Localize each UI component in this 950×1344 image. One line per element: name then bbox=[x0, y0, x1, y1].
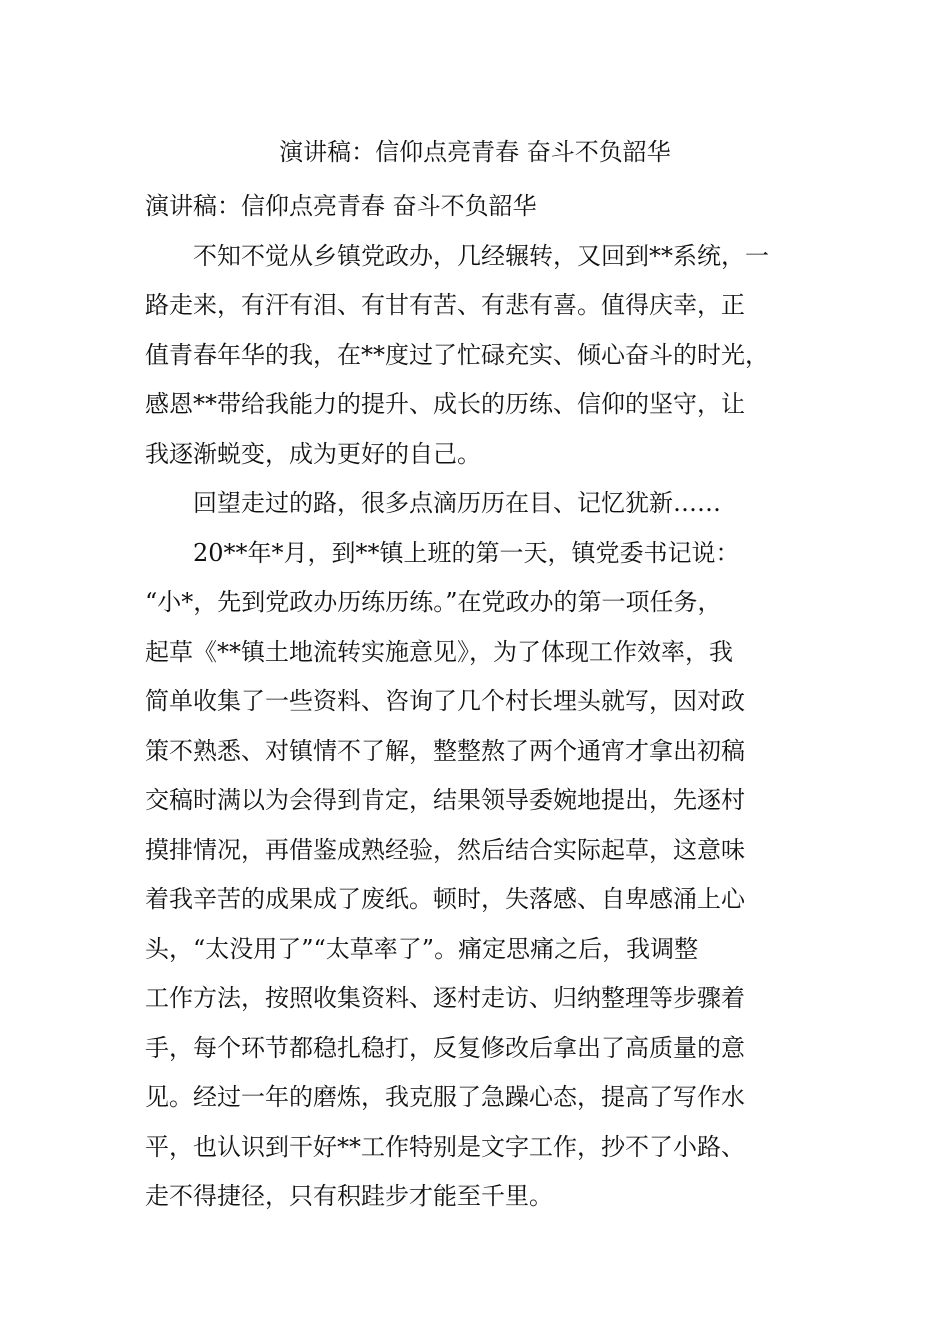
paragraph-line: 值青春年华的我，在**度过了忙碌充实、倾心奋斗的时光， bbox=[145, 340, 769, 369]
paragraph-line: 走不得捷径，只有积跬步才能至千里。 bbox=[145, 1182, 553, 1210]
paragraph-line: 策不熟悉、对镇情不了解，整整熬了两个通宵才拿出初稿 bbox=[145, 736, 745, 765]
paragraph-line: 起草《**镇土地流转实施意见》，为了体现工作效率，我 bbox=[145, 637, 733, 666]
paragraph-line: “小*，先到党政办历练历练。”在党政办的第一项任务， bbox=[145, 588, 722, 616]
document-title: 演讲稿：信仰点亮青春 奋斗不负韶华 bbox=[279, 138, 671, 166]
paragraph-line: 头，“太没用了”“太草率了”。痛定思痛之后，我调整 bbox=[145, 934, 699, 963]
paragraph-line: 交稿时满以为会得到肯定，结果领导委婉地提出，先逐村 bbox=[145, 786, 745, 814]
document-body bbox=[145, 182, 815, 1222]
paragraph-line: 路走来，有汗有泪、有甘有苦、有悲有喜。值得庆幸，正 bbox=[145, 291, 745, 319]
paragraph-line: 工作方法，按照收集资料、逐村走访、归纳整理等步骤着 bbox=[145, 984, 745, 1012]
paragraph-line: 摸排情况，再借鉴成熟经验，然后结合实际起草，这意味 bbox=[145, 835, 745, 864]
paragraph-line: 回望走过的路，很多点滴历历在目、记忆犹新…… bbox=[193, 489, 721, 517]
paragraph-line: 感恩**带给我能力的提升、成长的历练、信仰的坚守，让 bbox=[145, 390, 745, 418]
paragraph-2 bbox=[145, 479, 815, 529]
paragraph-line: 我逐渐蜕变，成为更好的自己。 bbox=[145, 439, 481, 468]
paragraph-line: 手，每个环节都稳扎稳打，反复修改后拿出了高质量的意 bbox=[145, 1033, 745, 1062]
paragraph-line: 平，也认识到干好**工作特别是文字工作，抄不了小路、 bbox=[145, 1132, 745, 1161]
paragraph-line: 20**年*月，到**镇上班的第一天，镇党委书记说： bbox=[193, 538, 740, 567]
paragraph-line: 简单收集了一些资料、咨询了几个村长埋头就写，因对政 bbox=[145, 687, 745, 715]
paragraph-line: 不知不觉从乡镇党政办，几经辗转，又回到**系统，一 bbox=[193, 241, 769, 270]
paragraph-line: 见。经过一年的磨炼，我克服了急躁心态，提高了写作水 bbox=[145, 1083, 745, 1111]
paragraph-3 bbox=[145, 529, 815, 1222]
paragraph-1 bbox=[145, 232, 815, 480]
subtitle-line: 演讲稿：信仰点亮青春 奋斗不负韶华 bbox=[145, 192, 537, 220]
paragraph-line: 着我辛苦的成果成了废纸。顿时，失落感、自卑感涌上心 bbox=[145, 885, 745, 913]
